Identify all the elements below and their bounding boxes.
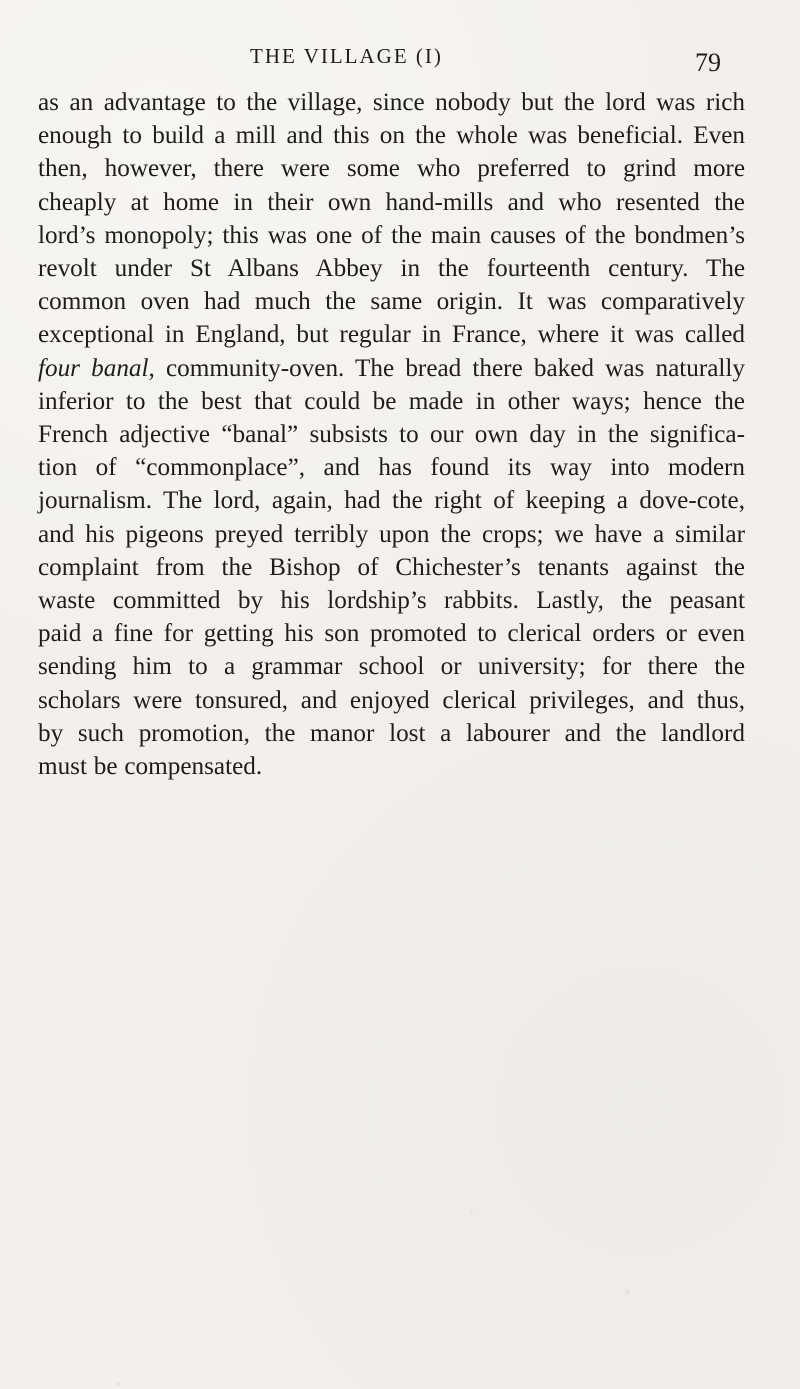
- paper-mark: [470, 1210, 473, 1213]
- text-line: [38, 352, 745, 385]
- text-line: sending him to a grammar school or university; for there the: [38, 653, 745, 681]
- text-line: scholars were tonsured, and enjoyed clerical privileges, and thus,: [38, 686, 745, 714]
- text-line: must be compensated.: [38, 753, 263, 781]
- text-line-rest: community-oven. The bread there baked was naturally: [165, 354, 745, 382]
- text-line: paid a fine for getting his son promoted to clerical orders or even: [38, 620, 745, 648]
- text-line: and his pigeons preyed terribly upon the crops; we have a similar: [38, 520, 745, 548]
- text-line: tion of “commonplace”, and has found its way into modern: [38, 454, 745, 482]
- text-line: French adjective “banal” subsists to our own day in the significa-: [38, 421, 745, 449]
- text-line: waste committed by his lordship’s rabbits. Lastly, the peasant: [38, 587, 745, 615]
- text-line: revolt under St Albans Abbey in the fourteenth century. The: [38, 255, 745, 283]
- page-header: [0, 44, 800, 84]
- text-line: cheaply at home in their own hand-mills and who resented the: [38, 188, 745, 216]
- text-line: inferior to the best that could be made in other ways; hence the: [38, 387, 745, 415]
- page-number: 79: [695, 48, 721, 77]
- text-line: lord’s monopoly; this was one of the main causes of the bondmen’s: [38, 221, 745, 249]
- text-line: complaint from the Bishop of Chichester’s tenants against the: [38, 553, 745, 581]
- paragraph: [38, 86, 745, 783]
- running-head: THE VILLAGE (I): [250, 44, 443, 68]
- paper-mark: [116, 1382, 120, 1386]
- text-line: common oven had much the same origin. It was comparatively: [38, 288, 745, 316]
- text-line: then, however, there were some who preferred to grind more: [38, 155, 745, 183]
- text-line: exceptional in England, but regular in France, where it was called: [38, 321, 745, 349]
- text-line: journalism. The lord, again, had the right of keeping a dove-cote,: [38, 487, 745, 515]
- text-line: enough to build a mill and this on the whole was beneficial. Even: [38, 122, 745, 150]
- paper-mark: [625, 1290, 630, 1295]
- text-line: as an advantage to the village, since nobody but the lord was rich: [38, 89, 745, 116]
- italic-term: four banal,: [38, 354, 155, 382]
- text-line: by such promotion, the manor lost a labourer and the landlord: [38, 719, 745, 747]
- body-text: [38, 86, 745, 783]
